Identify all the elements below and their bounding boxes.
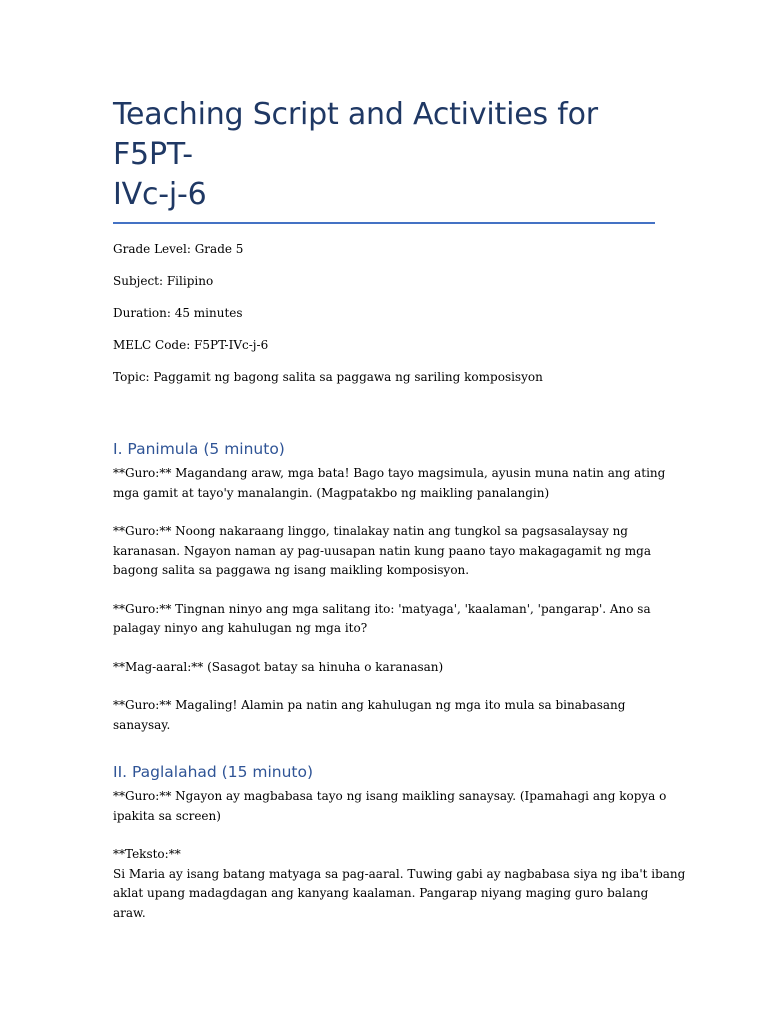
title-line-1: Teaching Script and Activities for F5PT- [113, 97, 598, 172]
paragraph-line: mga gamit at tayo'y manalangin. (Magpatakbo ng maikling panalangin) [113, 485, 550, 500]
paragraph [113, 696, 656, 735]
paragraph [113, 464, 666, 503]
title-line-2: IVc-j-6 [113, 177, 207, 212]
paragraph-line: **Mag-aaral:** (Sasagot batay sa hinuha o karanasan) [113, 659, 444, 674]
paragraph-line: karanasan. Ngayon naman ay pag-uusapan natin kung paano tayo makagagamit ng mga [113, 543, 651, 558]
paragraph-line: araw. [113, 905, 146, 920]
section-panimula [113, 438, 666, 735]
paragraph [113, 845, 686, 923]
section-paglalahad [113, 761, 686, 923]
duration: Duration: 45 minutes [113, 306, 243, 320]
paragraph-line: **Teksto:** [113, 847, 181, 861]
paragraph [113, 658, 656, 678]
paragraph-line: **Guro:** Ngayon ay magbabasa tayo ng isang maikling sanaysay. (Ipamahagi ang kopya o [113, 789, 667, 803]
grade-level: Grade Level: Grade 5 [113, 242, 244, 256]
section-heading: I. Panimula (5 minuto) [113, 440, 285, 458]
paragraph-line: Si Maria ay isang batang matyaga sa pag-aaral. Tuwing gabi ay nagbabasa siya ng iba't ibang [113, 866, 686, 881]
paragraph [113, 522, 656, 581]
paragraph-line: bagong salita sa paggawa ng isang maikling komposisyon. [113, 563, 470, 577]
document-meta [113, 240, 656, 386]
subject: Subject: Filipino [113, 274, 214, 288]
paragraph-line: palagay ninyo ang kahulugan ng mga ito? [113, 621, 368, 635]
melc-code: MELC Code: F5PT-IVc-j-6 [113, 338, 269, 352]
document-page [113, 0, 686, 942]
title-underline [113, 222, 655, 224]
topic: Topic: Paggamit ng bagong salita sa paggawa ng sariling komposisyon [113, 370, 543, 384]
paragraph-line: sanaysay. [113, 717, 171, 732]
paragraph-line: **Guro:** Tingnan ninyo ang mga salitang ito: 'matyaga', 'kaalaman', 'pangarap'. Ano sa [113, 601, 651, 616]
paragraph [113, 600, 656, 639]
paragraph-line: **Guro:** Magaling! Alamin pa natin ang kahulugan ng mga ito mula sa binabasang [113, 698, 626, 712]
paragraph-line: **Guro:** Magandang araw, mga bata! Bago tayo magsimula, ayusin muna natin ang ating [113, 466, 666, 480]
paragraph-line: ipakita sa screen) [113, 808, 221, 823]
paragraph [113, 787, 667, 826]
document-title [113, 0, 656, 215]
paragraph-line: **Guro:** Noong nakaraang linggo, tinalakay natin ang tungkol sa pagsasalaysay ng [113, 524, 628, 538]
paragraph-line: aklat upang madagdagan ang kanyang kaalaman. Pangarap niyang maging guro balang [113, 886, 649, 900]
section-heading: II. Paglalahad (15 minuto) [113, 763, 314, 781]
